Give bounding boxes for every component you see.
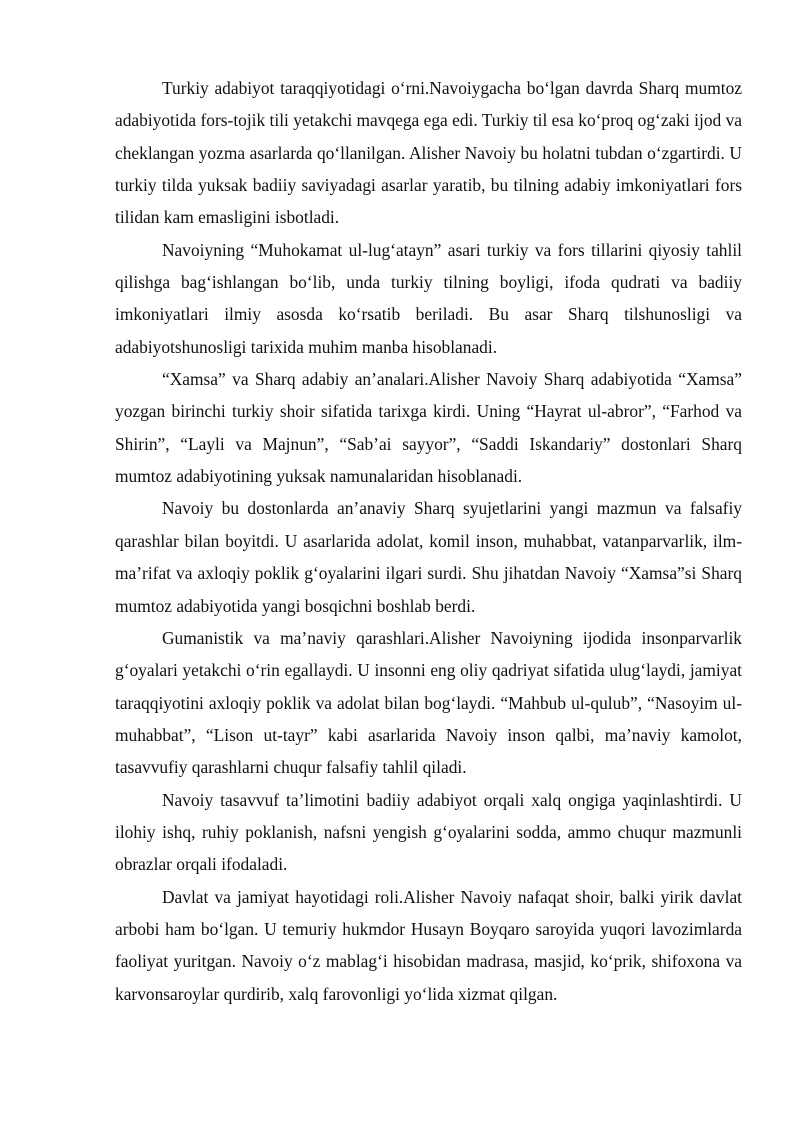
document-page (115, 72, 742, 1010)
paragraph-tasavvuf: Navoiy tasavvuf ta’limotini badiiy adabiyot orqali xalq ongiga yaqinlashtirdi. U ilohiy ishq, ruhiy poklanish, nafsni yengish g‘oyalarini sodda, ammo chuqur mazmunli obrazlar orqali ifodaladi. (115, 789, 742, 875)
paragraph-gumanistik: Gumanistik va ma’naviy qarashlari.Alisher Navoiyning ijodida insonparvarlik g‘oyalari yetakchi o‘rin egallaydi. U insonni eng oliy qadriyat sifatida ulug‘laydi, jamiyat taraqqiyotini axloqiy poklik va adolat bilan bog‘laydi. “Mahbub ul-qulub”, “Nasoyim ul-muhabbat”, “Lison ut-tayr” kabi asarlarida Navoiy inson qalbi, ma’naviy kamolot, tasavvufiy qarashlarni chuqur falsafiy tahlil qiladi. (115, 627, 742, 778)
paragraph-davlat: Davlat va jamiyat hayotidagi roli.Alisher Navoiy nafaqat shoir, balki yirik davlat arbobi ham bo‘lgan. U temuriy hukmdor Husayn Boyqaro saroyida yuqori lavozimlarda faoliyat yuritgan. Navoiy o‘z mablag‘i hisobidan madrasa, masjid, ko‘prik, shifoxona va karvonsaroylar qurdirib, xalq farovonligi yo‘lida xizmat qilgan. (115, 886, 742, 1004)
paragraph-muhokamat: Navoiyning “Muhokamat ul-lug‘atayn” asari turkiy va fors tillarini qiyosiy tahlil qilishga bag‘ishlangan bo‘lib, unda turkiy tilning boyligi, ifoda qudrati va badiiy imkoniyatlari ilmiy asosda ko‘rsatib beriladi. Bu asar Sharq tilshunosligi va adabiyotshunosligi tarixida muhim manba hisoblanadi. (115, 239, 742, 357)
paragraph-turkiy-adabiyot: Turkiy adabiyot taraqqiyotidagi o‘rni.Navoiygacha bo‘lgan davrda Sharq mumtoz adabiyotida fors-tojik tili yetakchi mavqega ega edi. Turkiy til esa ko‘proq og‘zaki ijod va cheklangan yozma asarlarda qo‘llanilgan. Alisher Navoiy bu holatni tubdan o‘zgartirdi. U turkiy tilda yuksak badiiy saviyadagi asarlar yaratib, bu tilning adabiy imkoniyatlari fors tilidan kam emasligini isbotladi. (115, 78, 742, 228)
paragraph-dostonlar: Navoiy bu dostonlarda an’anaviy Sharq syujetlarini yangi mazmun va falsafiy qarashlar bilan boyitdi. U asarlarida adolat, komil inson, muhabbat, vatanparvarlik, ilm-ma’rifat va axloqiy poklik g‘oyalarini ilgari surdi. Shu jihatdan Navoiy “Xamsa”si Sharq mumtoz adabiyotida yangi bosqichni boshlab berdi. (115, 498, 742, 616)
paragraph-xamsa: “Xamsa” va Sharq adabiy an’analari.Alisher Navoiy Sharq adabiyotida “Xamsa” yozgan birinchi turkiy shoir sifatida tarixga kirdi. Uning “Hayrat ul-abror”, “Farhod va Shirin”, “Layli va Majnun”, “Sab’ai sayyor”, “Saddi Iskandariy” dostonlari Sharq mumtoz adabiyotining yuksak namunalaridan hisoblanadi. (115, 369, 742, 487)
